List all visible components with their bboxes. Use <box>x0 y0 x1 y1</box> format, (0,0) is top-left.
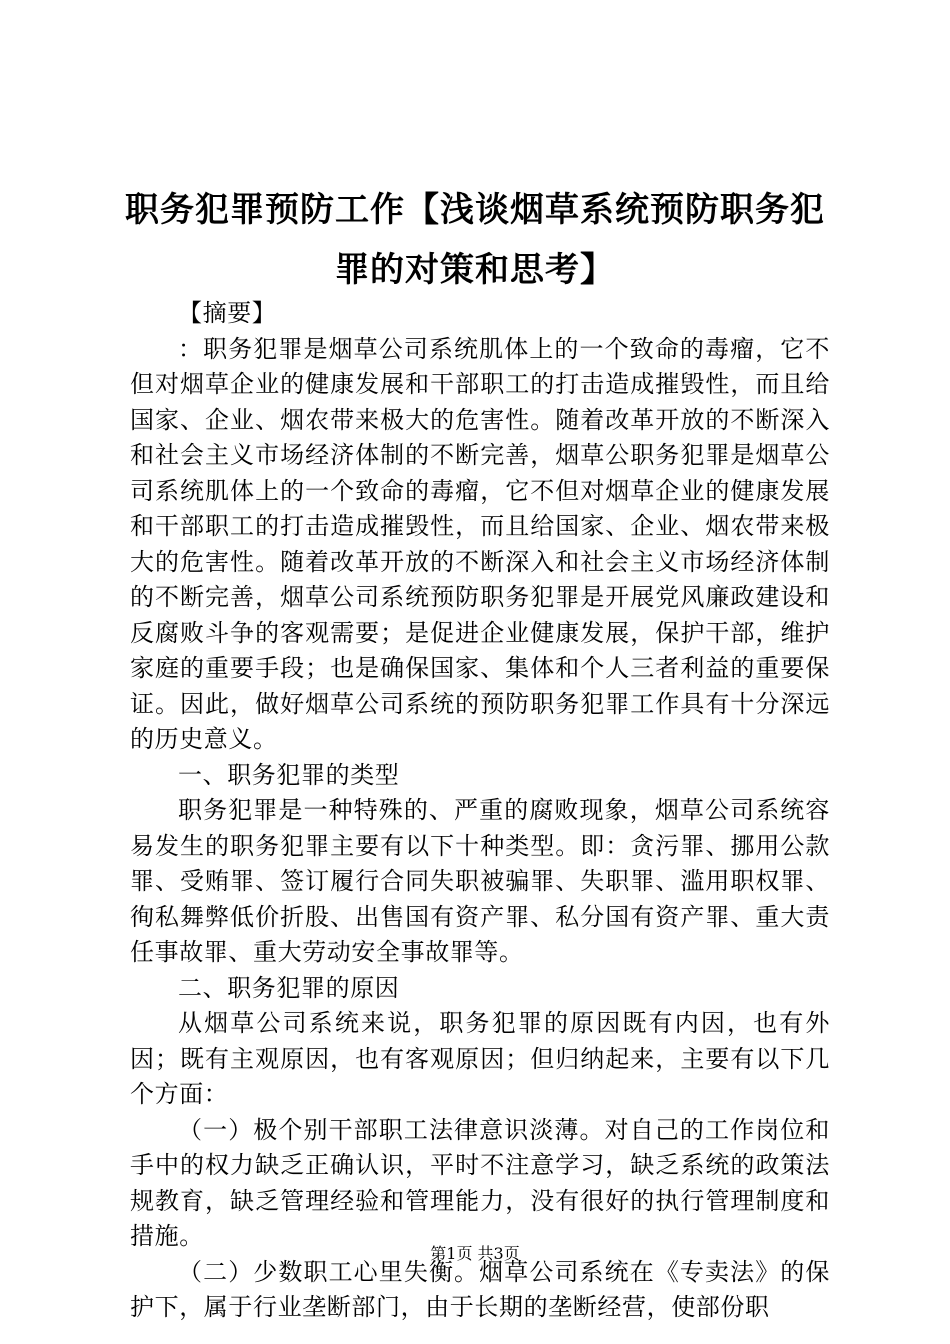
document-body <box>130 296 830 1326</box>
abstract-heading: 【摘要】 <box>178 299 277 327</box>
page-footer: 第1页 共3页 <box>430 1244 520 1263</box>
paragraph-cause-1: （一）极个别干部职工法律意识淡薄。对自己的工作岗位和手中的权力缺乏正确认识，平时不注意学习，缺乏系统的政策法规教育，缺乏管理经验和管理能力，没有很好的执行管理制度和措施。 <box>130 1115 830 1250</box>
paragraph-causes-intro: 从烟草公司系统来说，职务犯罪的原因既有内因，也有外因；既有主观原因，也有客观原因；但归纳起来，主要有以下几个方面： <box>130 1009 830 1108</box>
abstract-paragraph: ：职务犯罪是烟草公司系统肌体上的一个致命的毒瘤，它不但对烟草企业的健康发展和干部职工的打击造成摧毁性，而且给国家、企业、烟农带来极大的危害性。随着改革开放的不断深入和社会主义市场经济体制的不断完善，烟草公职务犯罪是烟草公司系统肌体上的一个致命的毒瘤，它不但对烟草企业的健康发展和干部职工的打击造成摧毁性，而且给国家、企业、烟农带来极大的危害性。随着改革开放的不断深入和社会主义市场经济体制的不断完善，烟草公司系统预防职务犯罪是开展党风廉政建设和反腐败斗争的客观需要；是促进企业健康发展，保护干部，维护家庭的重要手段；也是确保国家、集体和个人三者利益的重要保证。因此，做好烟草公司系统的预防职务犯罪工作具有十分深远的历史意义。 <box>130 334 830 753</box>
section-heading-causes: 二、职务犯罪的原因 <box>178 973 400 1002</box>
paragraph-types: 职务犯罪是一种特殊的、严重的腐败现象，烟草公司系统容易发生的职务犯罪主要有以下十种类型。即：贪污罪、挪用公款罪、受贿罪、签订履行合同失职被骗罪、失职罪、滥用职权罪、徇私舞弊低价折股、出售国有资产罪、私分国有资产罪、重大责任事故罪、重大劳动安全事故罪等。 <box>130 796 830 966</box>
document-title: 职务犯罪预防工作【浅谈烟草系统预防职务犯罪的对策和思考】 <box>125 190 825 290</box>
paragraph-cause-2: （二）少数职工心里失衡。烟草公司系统在《专卖法》的保护下，属于行业垄断部门，由于长期的垄断经营，使部份职 <box>130 1257 830 1321</box>
section-heading-types: 一、职务犯罪的类型 <box>178 760 400 789</box>
